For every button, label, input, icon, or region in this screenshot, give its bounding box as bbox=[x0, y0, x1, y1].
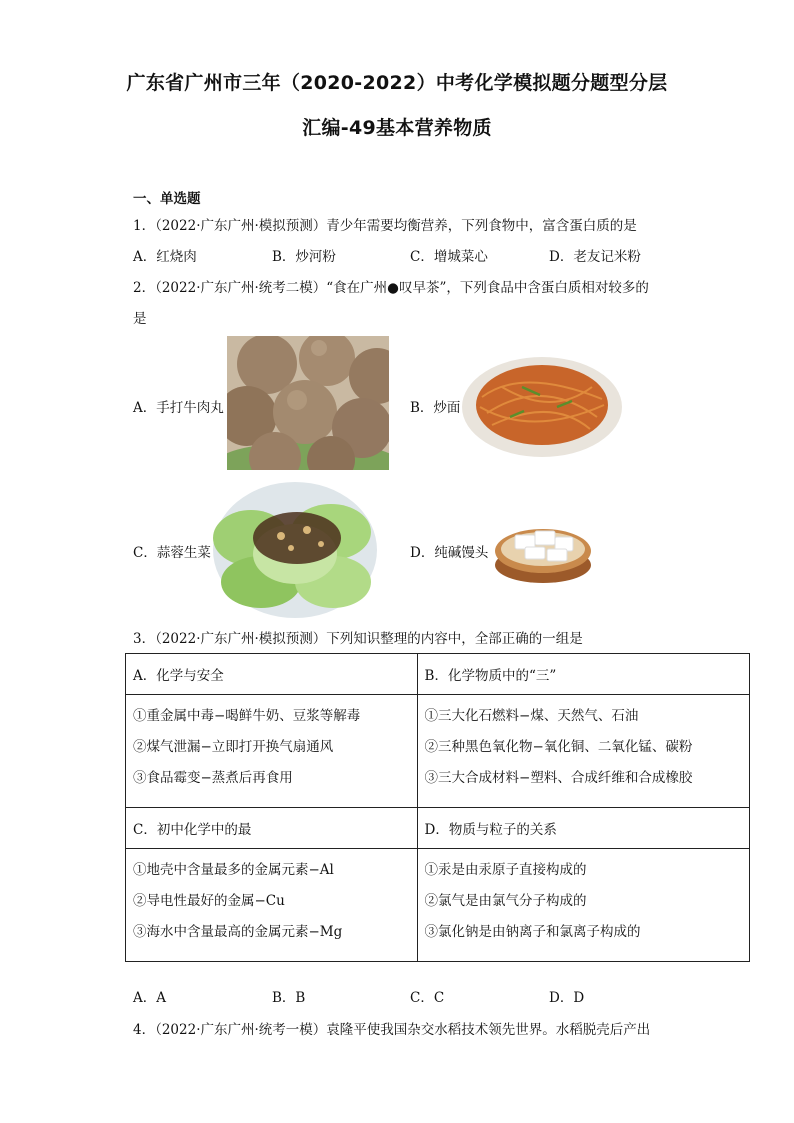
question-2-option-a: A．手打牛肉丸 bbox=[133, 400, 224, 416]
table-row bbox=[126, 695, 750, 808]
list-item: ①重金属中毒−喝鲜牛奶、豆浆等解毒 bbox=[133, 708, 361, 724]
cell-c-items bbox=[126, 849, 418, 962]
question-3-option-d: D．D bbox=[549, 990, 585, 1006]
list-item: ③海水中含量最高的金属元素−Mg bbox=[133, 924, 343, 940]
cell-c-head: C．初中化学中的最 bbox=[126, 808, 418, 849]
cell-d-items bbox=[417, 849, 749, 962]
list-item: ②导电性最好的金属−Cu bbox=[133, 893, 285, 909]
garlic-lettuce-image bbox=[211, 478, 378, 620]
question-2-stem-line2: 是 bbox=[133, 311, 147, 327]
list-item: ③氯化钠是由钠离子和氯离子构成的 bbox=[424, 924, 641, 940]
question-3-stem: 3．（2022·广东广州·模拟预测）下列知识整理的内容中，全部正确的一组是 bbox=[133, 631, 583, 647]
question-2-stem-line1: 2．（2022·广东广州·统考二模）“食在广州●叹早茶”，下列食品中含蛋白质相对较多的 bbox=[133, 280, 649, 296]
table-row bbox=[126, 654, 750, 695]
list-item: ②三种黑色氧化物−氧化铜、二氧化锰、碳粉 bbox=[424, 739, 693, 755]
cell-b-head: B．化学物质中的“三” bbox=[417, 654, 749, 695]
steamed-bun-image bbox=[493, 515, 594, 585]
question-2-option-d: D．纯碱馒头 bbox=[410, 545, 489, 561]
cell-a-items bbox=[126, 695, 418, 808]
question-2-option-c: C．蒜蓉生菜 bbox=[133, 545, 211, 561]
list-item: ③三大合成材料−塑料、合成纤维和合成橡胶 bbox=[424, 770, 693, 786]
question-4-stem: 4．（2022·广东广州·统考一模）袁隆平使我国杂交水稻技术领先世界。水稻脱壳后产出 bbox=[133, 1022, 651, 1038]
table-row bbox=[126, 808, 750, 849]
list-item: ①地壳中含量最多的金属元素−Al bbox=[133, 862, 334, 878]
list-item: ①汞是由汞原子直接构成的 bbox=[424, 862, 587, 878]
question-2-option-b: B．炒面 bbox=[410, 400, 461, 416]
document-title-line1: 广东省广州市三年（2020-2022）中考化学模拟题分题型分层 bbox=[126, 72, 668, 94]
question-3-option-b: B．B bbox=[272, 990, 306, 1006]
fried-noodles-image bbox=[462, 347, 623, 459]
question-3-option-a: A．A bbox=[133, 990, 166, 1006]
question-1-option-c: C．增城菜心 bbox=[410, 249, 488, 265]
table-row bbox=[126, 849, 750, 962]
question-1-option-a: A．红烧肉 bbox=[133, 249, 197, 265]
cell-b-items bbox=[417, 695, 749, 808]
knowledge-table bbox=[125, 653, 750, 962]
cell-d-head: D．物质与粒子的关系 bbox=[417, 808, 749, 849]
list-item: ③食品霉变−蒸煮后再食用 bbox=[133, 770, 293, 786]
question-1-option-d: D．老友记米粉 bbox=[549, 249, 641, 265]
list-item: ①三大化石燃料−煤、天然气、石油 bbox=[424, 708, 639, 724]
document-title-line2: 汇编-49基本营养物质 bbox=[302, 117, 492, 139]
question-3-option-c: C．C bbox=[410, 990, 445, 1006]
question-1-option-b: B．炒河粉 bbox=[272, 249, 336, 265]
list-item: ②煤气泄漏−立即打开换气扇通风 bbox=[133, 739, 334, 755]
cell-a-head: A．化学与安全 bbox=[126, 654, 418, 695]
question-1-stem: 1．（2022·广东广州·模拟预测）青少年需要均衡营养，下列食物中，富含蛋白质的是 bbox=[133, 218, 637, 234]
beef-ball-image bbox=[227, 336, 389, 470]
section-heading: 一、单选题 bbox=[133, 191, 201, 207]
list-item: ②氯气是由氯气分子构成的 bbox=[424, 893, 587, 909]
